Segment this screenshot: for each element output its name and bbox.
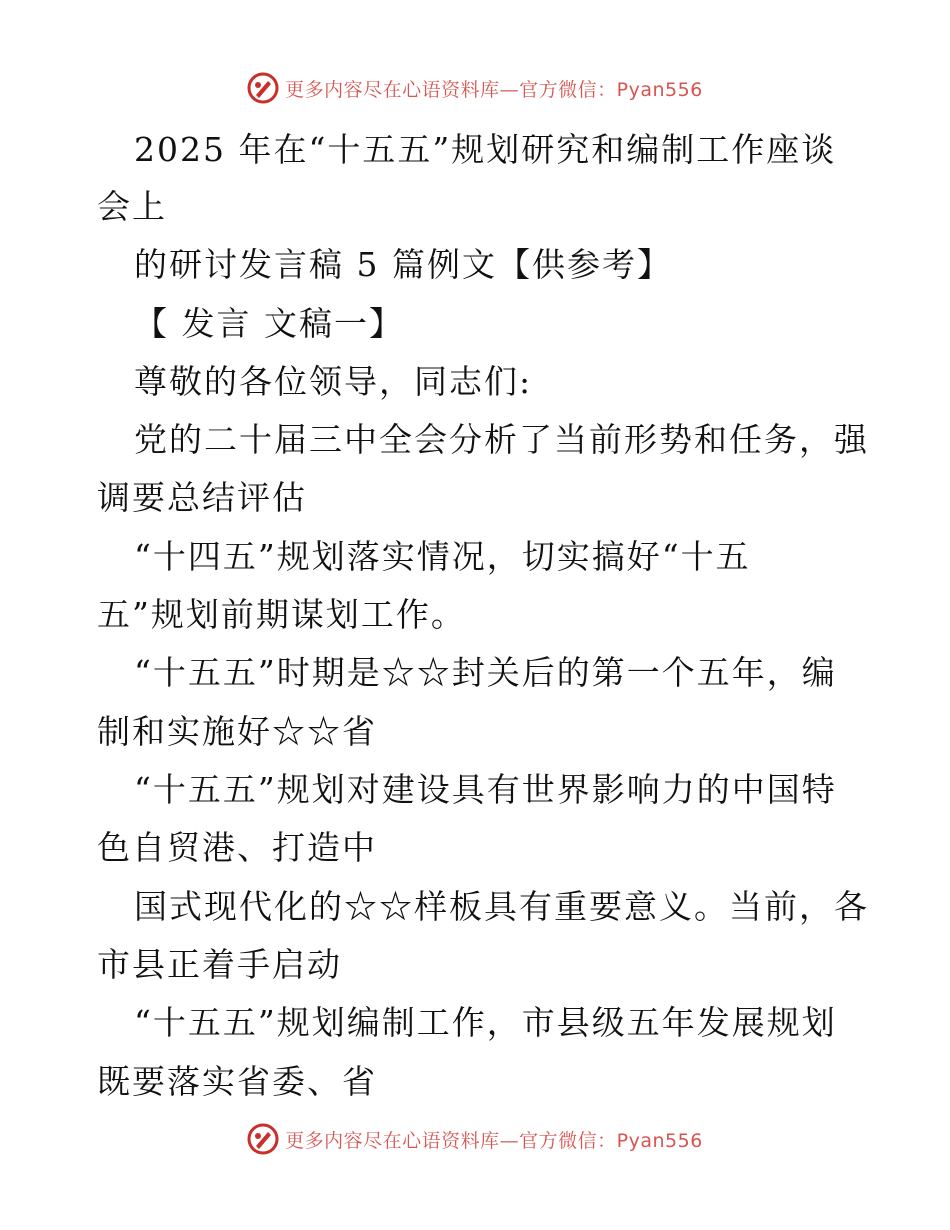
doc-paragraph-line: “十五五”时期是☆☆封关后的第一个五年，编: [134, 653, 837, 692]
doc-paragraph-line: 调要总结评估: [97, 478, 307, 517]
banner-suffix: 官方微信：Pyan556: [519, 1129, 703, 1152]
doc-paragraph-line: 党的二十届三中全会分析了当前形势和任务，强: [134, 420, 869, 459]
banner-separator: —: [499, 78, 520, 101]
doc-paragraph-line: “十四五”规划落实情况，切实搞好“十五: [134, 537, 751, 576]
banner-text: [285, 1126, 703, 1153]
pen-seal-logo-icon: [247, 72, 279, 104]
doc-subtitle-line: 的研讨发言稿 5 篇例文【供参考】: [134, 245, 672, 284]
doc-paragraph-line: “十五五”规划对建设具有世界影响力的中国特: [134, 770, 837, 809]
doc-paragraph-line: 制和实施好☆☆省: [97, 712, 377, 751]
pen-seal-logo-icon: [247, 1123, 279, 1155]
doc-paragraph-line: 色自贸港、打造中: [97, 828, 377, 867]
doc-paragraph-line: “十五五”规划编制工作，市县级五年发展规划: [134, 1003, 837, 1042]
doc-title-line-2: 会上: [97, 187, 167, 226]
doc-salutation: 尊敬的各位领导，同志们:: [134, 362, 533, 401]
footer-watermark-banner: [0, 1123, 950, 1155]
banner-separator: —: [499, 1129, 520, 1152]
doc-section-heading: 【 发言 文稿一】: [134, 304, 404, 343]
doc-paragraph-line: 市县正着手启动: [97, 945, 342, 984]
doc-paragraph-line: 五”规划前期谋划工作。: [97, 595, 466, 634]
doc-title-line-1: 2025 年在“十五五”规划研究和编制工作座谈: [134, 130, 837, 169]
header-watermark-banner: [0, 72, 950, 104]
banner-text: [285, 75, 703, 102]
banner-prefix: 更多内容尽在心语资料库: [285, 78, 500, 101]
doc-paragraph-line: 既要落实省委、省: [97, 1062, 377, 1101]
banner-suffix: 官方微信：Pyan556: [519, 78, 703, 101]
doc-paragraph-line: 国式现代化的☆☆样板具有重要意义。当前，各: [134, 887, 869, 926]
banner-prefix: 更多内容尽在心语资料库: [285, 1129, 500, 1152]
